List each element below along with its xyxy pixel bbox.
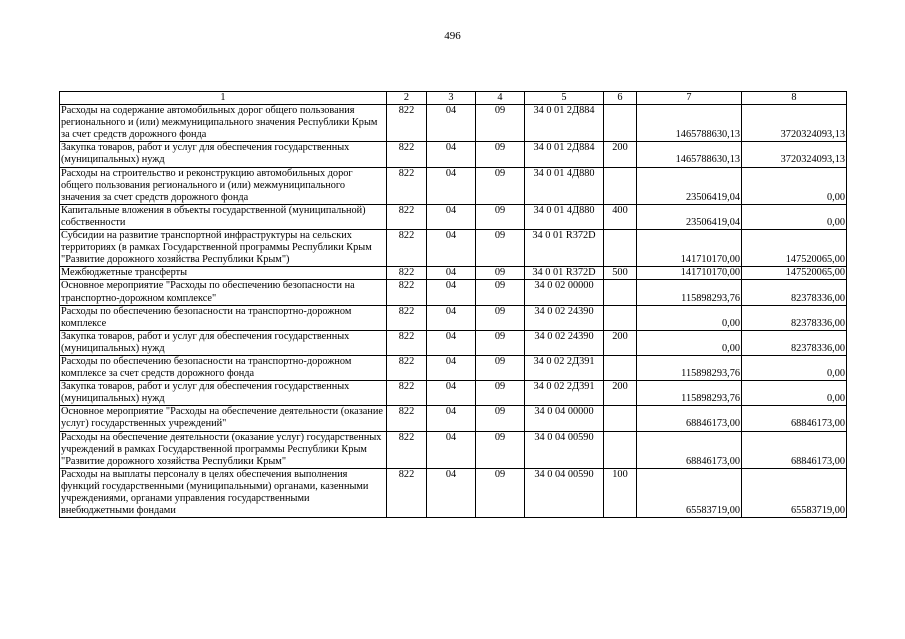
section-code: 04 <box>427 267 476 280</box>
amount-year-2: 68846173,00 <box>742 406 847 431</box>
section-code: 04 <box>427 406 476 431</box>
subsection-code: 09 <box>476 105 525 142</box>
section-code: 04 <box>427 204 476 229</box>
section-code: 04 <box>427 230 476 267</box>
row-name: Капитальные вложения в объекты государственной (муниципальной) собственности <box>60 204 387 229</box>
table-row <box>60 105 847 142</box>
chapter-code: 822 <box>387 204 427 229</box>
amount-year-1: 115898293,76 <box>637 381 742 406</box>
section-code: 04 <box>427 468 476 517</box>
amount-year-2: 82378336,00 <box>742 330 847 355</box>
expense-type-code: 100 <box>604 468 637 517</box>
expense-type-code <box>604 105 637 142</box>
subsection-code: 09 <box>476 431 525 468</box>
amount-year-1: 141710170,00 <box>637 230 742 267</box>
section-code: 04 <box>427 305 476 330</box>
expense-type-code <box>604 305 637 330</box>
subsection-code: 09 <box>476 230 525 267</box>
table-row <box>60 431 847 468</box>
amount-year-1: 1465788630,13 <box>637 142 742 167</box>
subsection-code: 09 <box>476 267 525 280</box>
amount-year-1: 141710170,00 <box>637 267 742 280</box>
chapter-code: 822 <box>387 167 427 204</box>
header-cell: 6 <box>604 92 637 105</box>
expense-type-code <box>604 431 637 468</box>
subsection-code: 09 <box>476 406 525 431</box>
target-article-code: 34 0 02 24390 <box>525 305 604 330</box>
subsection-code: 09 <box>476 468 525 517</box>
header-cell: 3 <box>427 92 476 105</box>
target-article-code: 34 0 01 4Д880 <box>525 167 604 204</box>
table-row <box>60 355 847 380</box>
header-cell: 2 <box>387 92 427 105</box>
row-name: Расходы на обеспечение деятельности (оказание услуг) государственных учреждений в рамках Государственной программы Республики Крым "Развитие дорожного хозяйства Республики Крым" <box>60 431 387 468</box>
table-row <box>60 468 847 517</box>
amount-year-1: 1465788630,13 <box>637 105 742 142</box>
subsection-code: 09 <box>476 280 525 305</box>
subsection-code: 09 <box>476 305 525 330</box>
target-article-code: 34 0 02 24390 <box>525 330 604 355</box>
header-cell: 4 <box>476 92 525 105</box>
target-article-code: 34 0 04 00000 <box>525 406 604 431</box>
target-article-code: 34 0 01 R372D <box>525 230 604 267</box>
table-body <box>60 105 847 518</box>
target-article-code: 34 0 01 2Д884 <box>525 105 604 142</box>
chapter-code: 822 <box>387 330 427 355</box>
row-name: Расходы на выплаты персоналу в целях обеспечения выполнения функций государственными (муниципальными) органами, казенными учреждениями, органами управления государственными внебюджетными фондами <box>60 468 387 517</box>
target-article-code: 34 0 01 R372D <box>525 267 604 280</box>
row-name: Расходы на содержание автомобильных дорог общего пользования регионального и (или) межмуниципального значения Республики Крым за счет средств дорожного фонда <box>60 105 387 142</box>
expense-type-code: 200 <box>604 142 637 167</box>
amount-year-1: 0,00 <box>637 330 742 355</box>
amount-year-2: 147520065,00 <box>742 267 847 280</box>
section-code: 04 <box>427 105 476 142</box>
amount-year-2: 68846173,00 <box>742 431 847 468</box>
row-name: Закупка товаров, работ и услуг для обеспечения государственных (муниципальных) нужд <box>60 381 387 406</box>
amount-year-2: 3720324093,13 <box>742 105 847 142</box>
amount-year-1: 115898293,76 <box>637 355 742 380</box>
page-number: 496 <box>444 30 461 42</box>
chapter-code: 822 <box>387 305 427 330</box>
expense-type-code <box>604 355 637 380</box>
expense-type-code: 200 <box>604 330 637 355</box>
subsection-code: 09 <box>476 167 525 204</box>
table-row <box>60 167 847 204</box>
row-name: Субсидии на развитие транспортной инфраструктуры на сельских территориях (в рамках Государственной программы Республики Крым "Развитие дорожного хозяйства Республики Крым") <box>60 230 387 267</box>
target-article-code: 34 0 02 2Д391 <box>525 381 604 406</box>
chapter-code: 822 <box>387 406 427 431</box>
amount-year-2: 0,00 <box>742 167 847 204</box>
table-row <box>60 305 847 330</box>
expense-type-code: 400 <box>604 204 637 229</box>
row-name: Межбюджетные трансферты <box>60 267 387 280</box>
amount-year-1: 23506419,04 <box>637 204 742 229</box>
subsection-code: 09 <box>476 204 525 229</box>
chapter-code: 822 <box>387 230 427 267</box>
row-name: Закупка товаров, работ и услуг для обеспечения государственных (муниципальных) нужд <box>60 142 387 167</box>
header-cell: 7 <box>637 92 742 105</box>
header-cell: 8 <box>742 92 847 105</box>
amount-year-2: 147520065,00 <box>742 230 847 267</box>
expense-type-code: 200 <box>604 381 637 406</box>
chapter-code: 822 <box>387 355 427 380</box>
row-name: Закупка товаров, работ и услуг для обеспечения государственных (муниципальных) нужд <box>60 330 387 355</box>
amount-year-1: 68846173,00 <box>637 431 742 468</box>
section-code: 04 <box>427 431 476 468</box>
expense-type-code <box>604 406 637 431</box>
amount-year-2: 0,00 <box>742 355 847 380</box>
target-article-code: 34 0 02 2Д391 <box>525 355 604 380</box>
chapter-code: 822 <box>387 142 427 167</box>
header-row <box>60 92 847 105</box>
section-code: 04 <box>427 355 476 380</box>
amount-year-2: 65583719,00 <box>742 468 847 517</box>
row-name: Основное мероприятие "Расходы по обеспечению безопасности на транспортно-дорожном комплексе" <box>60 280 387 305</box>
row-name: Расходы по обеспечению безопасности на транспортно-дорожном комплексе <box>60 305 387 330</box>
expense-type-code <box>604 230 637 267</box>
chapter-code: 822 <box>387 280 427 305</box>
amount-year-1: 115898293,76 <box>637 280 742 305</box>
header-cell: 5 <box>525 92 604 105</box>
amount-year-1: 68846173,00 <box>637 406 742 431</box>
subsection-code: 09 <box>476 355 525 380</box>
amount-year-1: 23506419,04 <box>637 167 742 204</box>
expense-type-code: 500 <box>604 267 637 280</box>
target-article-code: 34 0 01 4Д880 <box>525 204 604 229</box>
target-article-code: 34 0 04 00590 <box>525 431 604 468</box>
header-cell: 1 <box>60 92 387 105</box>
subsection-code: 09 <box>476 330 525 355</box>
expense-type-code <box>604 280 637 305</box>
row-name: Расходы на строительство и реконструкцию автомобильных дорог общего пользования регионального и (или) межмуниципального значения за счет средств дорожного фонда <box>60 167 387 204</box>
amount-year-2: 82378336,00 <box>742 305 847 330</box>
amount-year-2: 82378336,00 <box>742 280 847 305</box>
table-row <box>60 204 847 229</box>
target-article-code: 34 0 04 00590 <box>525 468 604 517</box>
chapter-code: 822 <box>387 105 427 142</box>
chapter-code: 822 <box>387 267 427 280</box>
amount-year-1: 0,00 <box>637 305 742 330</box>
expense-type-code <box>604 167 637 204</box>
chapter-code: 822 <box>387 431 427 468</box>
table-row <box>60 330 847 355</box>
section-code: 04 <box>427 167 476 204</box>
target-article-code: 34 0 01 2Д884 <box>525 142 604 167</box>
section-code: 04 <box>427 280 476 305</box>
table-row <box>60 267 847 280</box>
section-code: 04 <box>427 142 476 167</box>
budget-table <box>59 91 847 518</box>
subsection-code: 09 <box>476 142 525 167</box>
row-name: Расходы по обеспечению безопасности на транспортно-дорожном комплексе за счет средств дорожного фонда <box>60 355 387 380</box>
table-row <box>60 381 847 406</box>
amount-year-2: 0,00 <box>742 381 847 406</box>
amount-year-2: 0,00 <box>742 204 847 229</box>
table-row <box>60 230 847 267</box>
table-row <box>60 280 847 305</box>
amount-year-2: 3720324093,13 <box>742 142 847 167</box>
table-row <box>60 142 847 167</box>
subsection-code: 09 <box>476 381 525 406</box>
target-article-code: 34 0 02 00000 <box>525 280 604 305</box>
chapter-code: 822 <box>387 468 427 517</box>
table-row <box>60 406 847 431</box>
section-code: 04 <box>427 381 476 406</box>
amount-year-1: 65583719,00 <box>637 468 742 517</box>
row-name: Основное мероприятие "Расходы на обеспечение деятельности (оказание услуг) государственных учреждений" <box>60 406 387 431</box>
section-code: 04 <box>427 330 476 355</box>
chapter-code: 822 <box>387 381 427 406</box>
